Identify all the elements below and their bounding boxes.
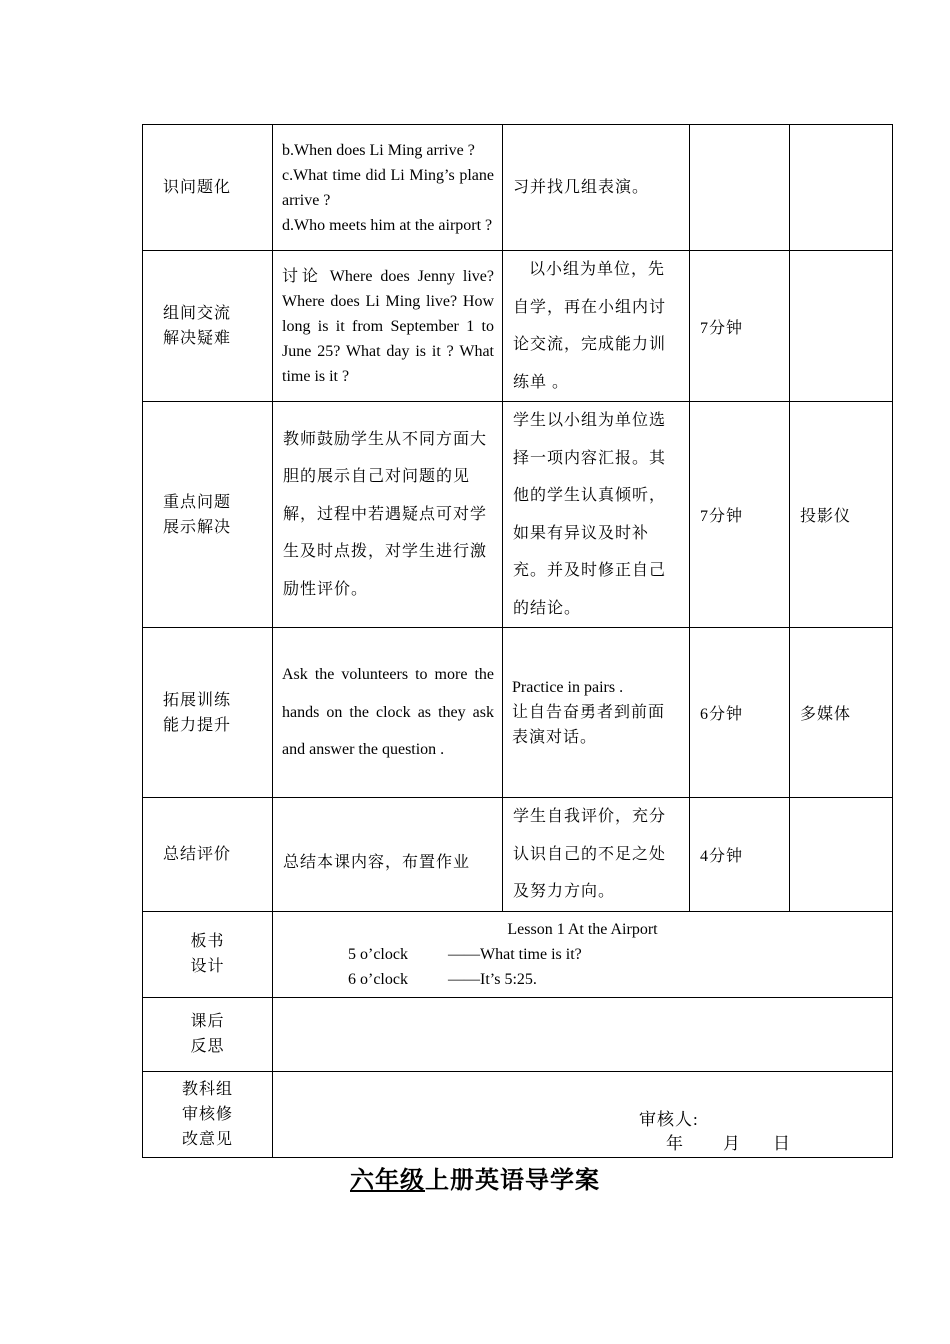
reflection-row [143,997,893,1071]
teacher-activity-cell [273,628,503,798]
review-label: 审核修 [181,1105,233,1123]
reflection-label-cell [143,997,273,1071]
teacher-activity-text: 讨论 Where does Jenny live? Where does Li Ming live? How long is it from September 1 to June 25? What day is it ? What time is it ? [282,267,494,385]
teacher-question: c.What time did Li Ming’s plane arrive ? [282,166,494,209]
page-footer-title [0,1160,950,1195]
teacher-activity-cell [273,402,503,628]
board-design-label: 板书 [190,933,225,950]
tool-text: 多媒体 [800,706,852,723]
student-activity-text: 学生以小组为单位选择一项内容汇报。其他的学生认真倾听，如果有异议及时补充。并及时修正自己的结论。 [513,412,667,617]
board-design-content [273,911,893,997]
time-cell [690,628,790,798]
date-month: 月 [723,1133,740,1153]
stage-cell [143,628,273,798]
table-row [143,251,893,402]
time-text: 7分钟 [700,508,744,525]
review-label: 教科组 [181,1080,233,1098]
student-activity-cell [503,798,690,912]
stage-label: 识问题化 [163,179,232,196]
teacher-activity-text: Ask the volunteers to more the hands on the clock as they ask and answer the question . [282,666,494,759]
reviewer-label: 审核人: [639,1109,699,1129]
reflection-label: 课后 [190,1013,225,1030]
time-cell [690,798,790,912]
student-activity-text: Practice in pairs . [512,679,624,696]
tool-cell [790,125,893,251]
reflection-label: 反思 [190,1038,225,1055]
board-line-left: 5 o’clock [348,945,408,963]
student-activity-cell [503,125,690,251]
student-activity-cell [503,402,690,628]
tool-text: 投影仪 [800,508,852,525]
time-cell [690,125,790,251]
stage-label: 总结评价 [163,845,232,863]
teacher-question: b.When does Li Ming arrive ? [282,141,475,159]
teacher-question: d.Who meets him at the airport ? [282,216,493,234]
student-activity-text: 让自告奋勇者到前面表演对话。 [512,704,666,746]
stage-cell [143,402,273,628]
teacher-activity-cell [273,251,503,402]
time-text: 7分钟 [700,319,744,337]
teacher-activity-text: 教师鼓励学生从不同方面大胆的展示自己对问题的见解，过程中若遇疑点可对学生及时点拨，对学生进行激励性评价。 [283,430,488,598]
lesson-plan-table [142,124,893,1158]
review-label-cell [143,1071,273,1157]
table-row [143,402,893,628]
tool-cell [790,798,893,912]
stage-label: 解决疑难 [163,330,232,347]
review-row [143,1071,893,1157]
review-label: 改意见 [181,1130,233,1148]
board-design-row [143,911,893,997]
teacher-activity-text: 总结本课内容，布置作业 [283,853,471,871]
reflection-content [273,997,893,1071]
review-date [666,1129,790,1154]
stage-label: 展示解决 [163,518,232,536]
stage-label: 能力提升 [163,716,232,734]
stage-cell [143,798,273,912]
student-activity-cell [503,251,690,402]
board-title: Lesson 1 At the Airport [507,920,658,938]
board-design-label-cell [143,911,273,997]
date-year: 年 [666,1133,683,1153]
stage-label: 拓展训练 [163,691,232,709]
tool-cell [790,628,893,798]
board-line-right: ——What time is it? [448,945,582,963]
time-text: 4分钟 [700,847,744,865]
student-activity-cell [503,628,690,798]
stage-label: 重点问题 [163,493,232,511]
review-content [273,1071,893,1157]
time-text: 6分钟 [700,706,744,723]
student-activity-text: 习并找几组表演。 [513,179,650,196]
board-line-right: ——It’s 5:25. [448,970,537,988]
footer-title-rest: 上册英语导学案 [425,1168,600,1194]
board-line-left: 6 o’clock [348,970,408,988]
board-line [273,942,892,967]
time-cell [690,402,790,628]
teacher-activity-cell [273,798,503,912]
table-row [143,125,893,251]
board-line [273,967,892,992]
tool-cell [790,402,893,628]
time-cell [690,251,790,402]
table-row [143,628,893,798]
board-design-label: 设计 [190,958,225,975]
stage-cell [143,251,273,402]
stage-label: 组间交流 [163,305,232,322]
stage-cell [143,125,273,251]
student-activity-text: 以小组为单位，先自学，再在小组内讨论交流，完成能力训练单 。 [513,261,667,391]
table-row [143,798,893,912]
tool-cell [790,251,893,402]
footer-title-underlined: 六年级 [350,1168,425,1194]
teacher-activity-cell [273,125,503,251]
date-day: 日 [773,1133,790,1153]
student-activity-text: 学生自我评价，充分认识自己的不足之处及努力方向。 [513,808,667,900]
